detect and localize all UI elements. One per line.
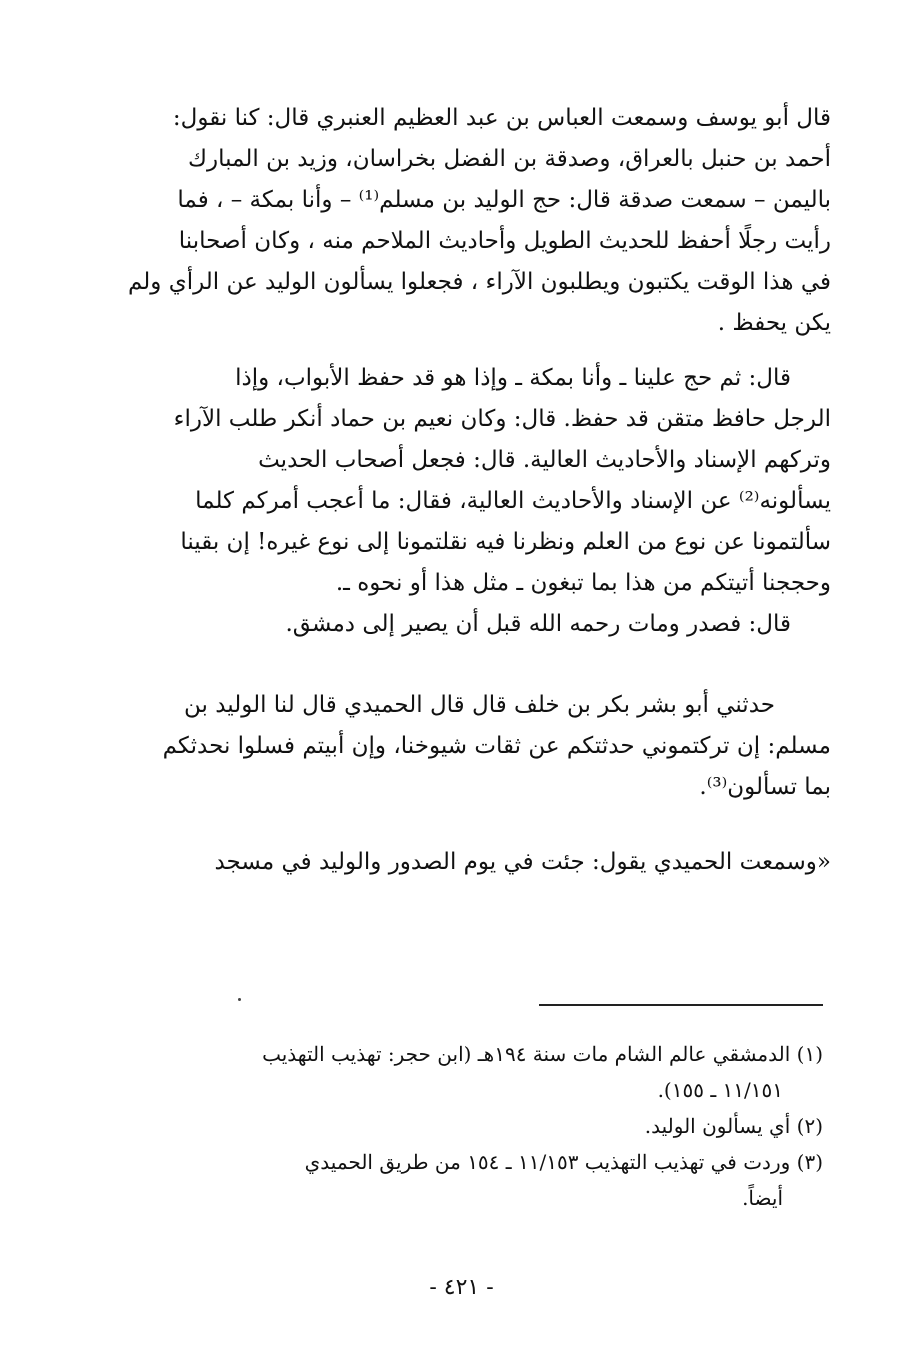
- footnote-number: (٢): [796, 1114, 823, 1138]
- footnote-number: (١): [796, 1042, 823, 1066]
- text-line: رأيت رجلًا أحفظ للحديث الطويل وأحاديث الملاحم منه ، وكان أصحابنا: [178, 228, 831, 254]
- text-line: الرجل حافظ متقن قد حفظ. قال: وكان نعيم بن حماد أنكر طلب الآراء: [173, 406, 831, 432]
- text-line: قال: فصدر ومات رحمه الله قبل أن يصير إلى دمشق.: [285, 611, 791, 637]
- paragraph-3: [121, 604, 831, 645]
- text-line: بما تسألون⁽³⁾.: [699, 774, 831, 800]
- footnote-text: أي يسألون الوليد.: [644, 1114, 791, 1138]
- print-speck: [238, 998, 241, 1001]
- footnote-text: وردت في تهذيب التهذيب ١١/١٥٣ ـ ١٥٤ من طريق الحميدي: [304, 1150, 791, 1174]
- text-line: أحمد بن حنبل بالعراق، وصدقة بن الفضل بخراسان، وزيد بن المبارك: [188, 146, 831, 172]
- paragraph-4: [121, 685, 831, 808]
- footnote-number: (٣): [796, 1150, 823, 1174]
- text-line: في هذا الوقت يكتبون ويطلبون الآراء ، فجعلوا يسألون الوليد عن الرأي ولم: [127, 269, 831, 295]
- text-line: يكن يحفظ .: [717, 310, 831, 336]
- footnote-2: [123, 1108, 823, 1144]
- paragraph-5: [121, 842, 831, 883]
- text-line: سألتمونا عن نوع من العلم ونظرنا فيه نقلتمونا إلى نوع غيره! إن بقينا: [180, 529, 831, 555]
- footnote-text-continued: أيضاً.: [742, 1186, 783, 1210]
- footnotes: [123, 1036, 823, 1216]
- footnote-text: الدمشقي عالم الشام مات سنة ١٩٤هـ (ابن حجر: تهذيب التهذيب: [262, 1042, 791, 1066]
- footnote-3: [123, 1144, 823, 1216]
- text-line: حدثني أبو بشر بكر بن خلف قال قال الحميدي قال لنا الوليد بن: [183, 692, 775, 718]
- footnote-text-continued: ١١/١٥١ ـ ١٥٥).: [657, 1078, 783, 1102]
- paragraph-2: [121, 358, 831, 604]
- footnote-divider: [539, 1004, 823, 1006]
- text-line: باليمن – سمعت صدقة قال: حج الوليد بن مسلم⁽¹⁾ – وأنا بمكة – ، فما: [177, 187, 831, 213]
- text-line: قال أبو يوسف وسمعت العباس بن عبد العظيم العنبري قال: كنا نقول:: [172, 105, 831, 131]
- text-line: مسلم: إن تركتموني حدثتكم عن ثقات شيوخنا، وإن أبيتم فسلوا نحدثكم: [162, 733, 831, 759]
- text-line: «وسمعت الحميدي يقول: جئت في يوم الصدور والوليد في مسجد: [214, 849, 831, 875]
- text-line: قال: ثم حج علينا ـ وأنا بمكة ـ وإذا هو قد حفظ الأبواب، وإذا: [235, 365, 791, 391]
- paragraph-1: [121, 98, 831, 344]
- text-line: يسألونه⁽²⁾ عن الإسناد والأحاديث العالية، فقال: ما أعجب أمركم كلما: [195, 488, 831, 514]
- text-line: وحججنا أتيتكم من هذا بما تبغون ـ مثل هذا أو نحوه ـ.: [335, 570, 831, 596]
- text-line: وتركهم الإسناد والأحاديث العالية. قال: فجعل أصحاب الحديث: [258, 447, 831, 473]
- page-number: - ٤٢١ -: [429, 1275, 494, 1300]
- footnote-1: [123, 1036, 823, 1108]
- main-text: [121, 98, 831, 883]
